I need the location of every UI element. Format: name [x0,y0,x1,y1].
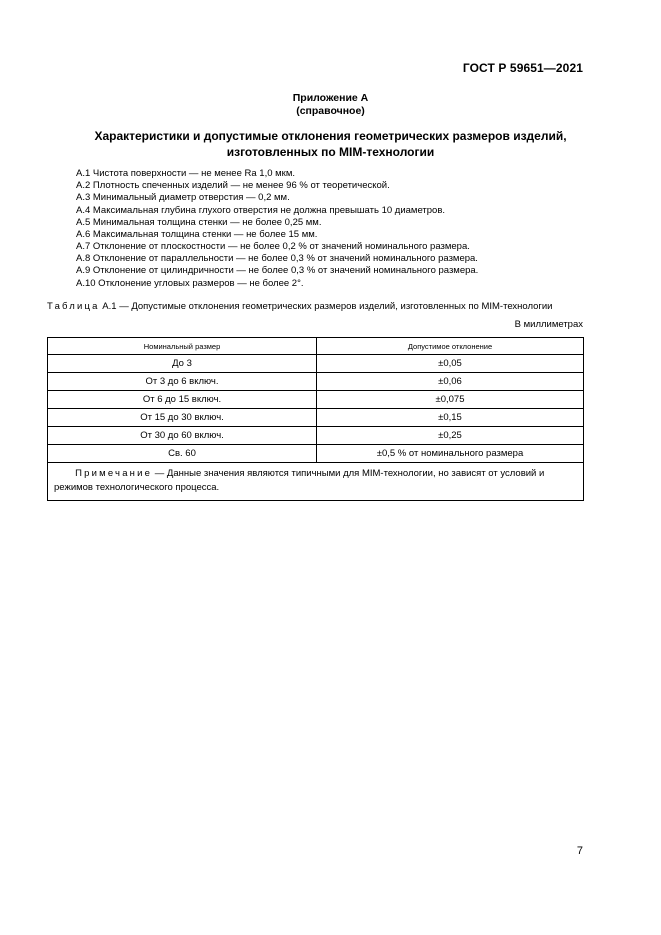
section-title-line-2: изготовленных по MIM-технологии [226,145,435,159]
table-row [48,409,584,427]
tolerance-table [47,337,584,501]
list-item: А.2 Плотность спеченных изделий — не менее 96 % от теоретической. [76,180,390,191]
table-row [48,373,584,391]
table-row [48,355,584,373]
table-cell: От 3 до 6 включ. [48,373,317,391]
table-caption [47,301,553,312]
table-cell: ±0,05 [317,355,584,373]
table-cell: ±0,25 [317,427,584,445]
list-item: А.3 Минимальный диаметр отверстия — 0,2 мм. [76,192,290,203]
table-cell: ±0,15 [317,409,584,427]
table-cell: ±0,075 [317,391,584,409]
list-item: А.8 Отклонение от параллельности — не более 0,3 % от значений номинального размера. [76,253,478,264]
table-note-word: Примечание [75,468,153,479]
table-note-row [48,463,584,501]
list-item: А.10 Отклонение угловых размеров — не более 2°. [76,278,304,289]
list-item: А.9 Отклонение от цилиндричности — не более 0,3 % от значений номинального размера. [76,265,479,276]
standard-id: ГОСТ Р 59651—2021 [462,61,583,75]
table-row [48,427,584,445]
list-item: А.7 Отклонение от плоскостности — не более 0,2 % от значений номинального размера. [76,241,470,252]
list-item: А.6 Максимальная толщина стенки — не более 15 мм. [76,229,318,240]
table-note-text: — Данные значения являются типичными для MIM-технологии, но зависят от условий и режимов технологического процесса. [54,468,545,493]
column-header-nominal-size: Номинальный размер [48,338,317,355]
table-cell: От 6 до 15 включ. [48,391,317,409]
annex-subtitle: (справочное) [296,105,365,117]
table-cell: От 30 до 60 включ. [48,427,317,445]
table-row [48,391,584,409]
table-cell: ±0,5 % от номинального размера [317,445,584,463]
page-number: 7 [576,845,583,857]
list-item: А.1 Чистота поверхности — не менее Ra 1,0 мкм. [76,168,295,179]
column-header-tolerance: Допустимое отклонение [317,338,584,355]
annex-title: Приложение А [292,92,369,104]
table-cell: ±0,06 [317,373,584,391]
list-item: А.5 Минимальная толщина стенки — не более 0,25 мм. [76,217,322,228]
table-row [48,445,584,463]
table-cell: До 3 [48,355,317,373]
table-caption-word: Таблица [47,301,100,312]
table-header-row [48,338,584,355]
list-item: А.4 Максимальная глубина глухого отверстия не должна превышать 10 диаметров. [76,205,446,216]
table-note [48,463,584,501]
table-cell: От 15 до 30 включ. [48,409,317,427]
table-cell: Св. 60 [48,445,317,463]
table-unit-note: В миллиметрах [514,319,583,330]
table-caption-text: А.1 — Допустимые отклонения геометрических размеров изделий, изготовленных по MIM-технологии [99,301,553,312]
section-title-line-1: Характеристики и допустимые отклонения геометрических размеров изделий, [94,129,567,143]
